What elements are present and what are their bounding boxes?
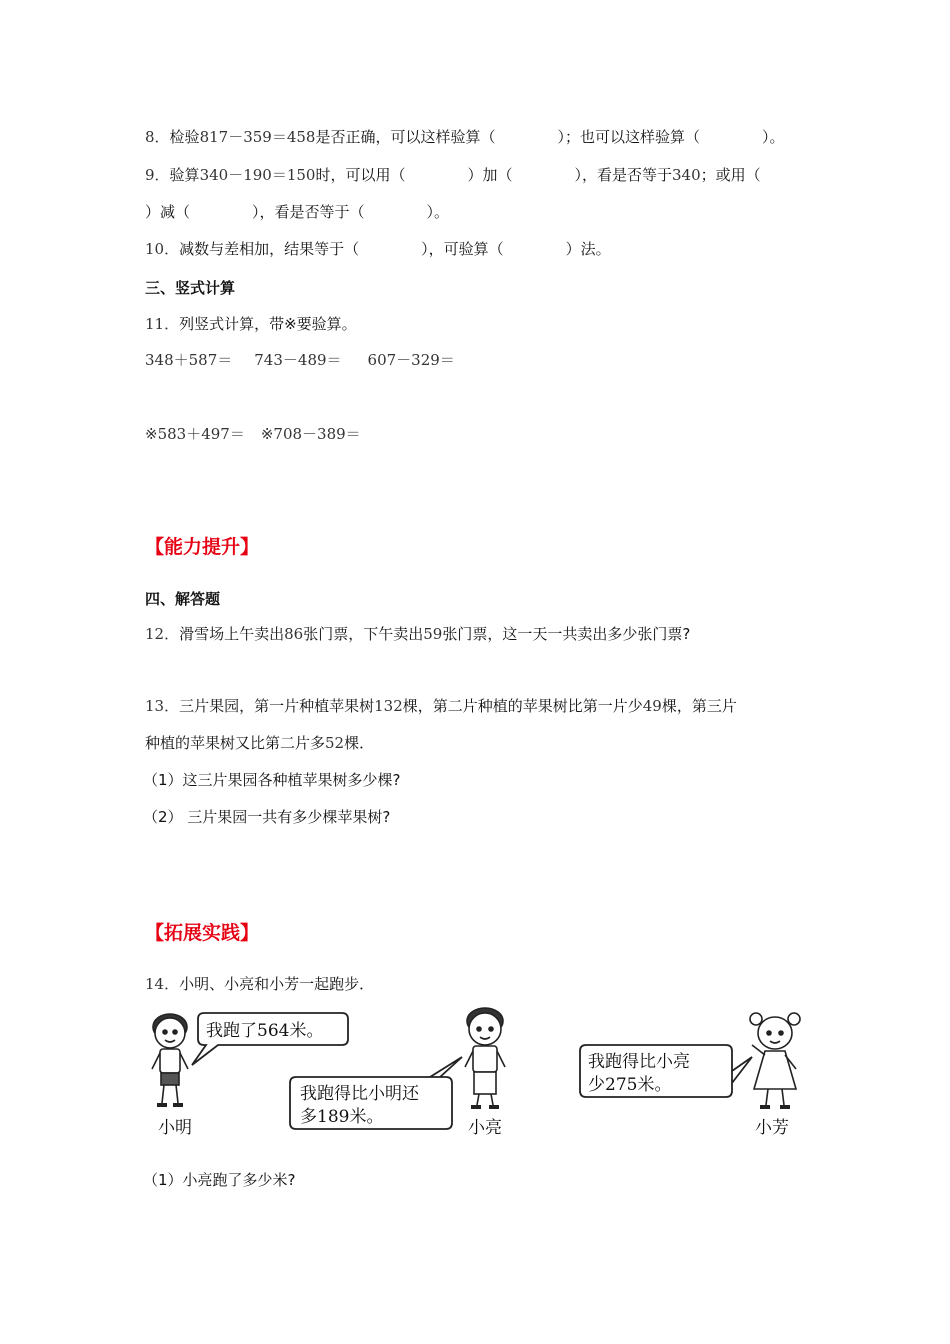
q8-expression: 817－359＝458 <box>199 128 316 146</box>
xiaofang-figure <box>750 1013 800 1107</box>
name-xiaoliang: 小亮 <box>468 1118 502 1138</box>
q13-n3: 52 <box>325 734 345 752</box>
q14-sub-1: （1）小亮跑了多少米? <box>143 1171 296 1189</box>
q13-sub-1: （1）这三片果园各种植苹果树多少棵? <box>143 771 401 789</box>
bubble-3-line-2: 少275米。 <box>588 1075 672 1095</box>
q10-number: 10． <box>145 240 180 258</box>
q11-expr-4: ※583＋497＝ <box>145 425 245 443</box>
q11-expr-3: 607－329＝ <box>367 351 455 369</box>
q12-text-b: 张门票，下午卖出 <box>303 625 424 643</box>
q13-n1: 132 <box>374 697 403 715</box>
q13-sub-2: （2） 三片果园一共有多少棵苹果树? <box>143 808 391 826</box>
expand-heading: 【拓展实践】 <box>145 922 260 944</box>
bubble-3-line-1: 我跑得比小亮 <box>588 1052 690 1072</box>
xiaoliang-figure <box>465 1008 505 1107</box>
ability-heading: 【能力提升】 <box>145 536 260 558</box>
q11-row-1 <box>145 350 455 370</box>
running-illustration <box>140 1005 820 1145</box>
q8-number: 8． <box>145 128 170 146</box>
q12-number: 12． <box>145 625 180 643</box>
q9-text-a: 验算 <box>169 166 200 184</box>
question-11 <box>145 314 357 334</box>
q10-text-b: ），可验算（ <box>421 240 504 258</box>
q13-line2-b: 棵． <box>344 734 375 752</box>
q9-text-e: ；或用（ <box>700 166 761 184</box>
q10-text-a: 减数与差相加，结果等于（ <box>179 240 360 258</box>
question-14 <box>145 974 374 994</box>
q9-line2-c: ）。 <box>426 203 450 221</box>
bubble-1-text: 我跑了564米。 <box>206 1021 324 1041</box>
q9-expression: 340－190＝150 <box>199 166 316 184</box>
q12-text-a: 滑雪场上午卖出 <box>179 625 285 643</box>
name-xiaofang: 小芳 <box>755 1118 789 1138</box>
q13-text-a: 三片果园，第一片种植苹果树 <box>179 697 375 715</box>
section-3-title: 三、竖式计算 <box>145 279 236 297</box>
q13-number: 13． <box>145 697 180 715</box>
q9-text-c: ）加（ <box>467 166 513 184</box>
q11-number: 11． <box>145 315 180 333</box>
q8-text-c: ）；也可以这样验算（ <box>557 128 700 146</box>
q11-row-2 <box>145 424 361 444</box>
bubble-2-line-2: 多189米。 <box>300 1107 384 1127</box>
name-xiaoming: 小明 <box>158 1118 192 1138</box>
q8-text-d: ）。 <box>762 128 785 146</box>
xiaoming-figure <box>152 1014 188 1105</box>
q13-text-b: 棵，第二片种植的苹果树比第一片少 <box>402 697 643 715</box>
q9-text-d: ），看是否等于 <box>574 166 673 184</box>
q13-text-c: 棵，第三片 <box>661 697 737 715</box>
bubble-2-line-1: 我跑得比小明还 <box>300 1084 419 1104</box>
q12-text-c: 张门票，这一天一共卖出多少张门票? <box>442 625 691 643</box>
q11-expr-1: 348＋587＝ <box>145 351 233 369</box>
section-4-title: 四、解答题 <box>145 590 221 608</box>
q9-line2-a: ）减（ <box>145 203 191 221</box>
question-8 <box>145 127 785 147</box>
question-13 <box>145 696 737 716</box>
question-9 <box>145 165 761 185</box>
q13-line2-a: 种植的苹果树又比第二片多 <box>145 734 326 752</box>
question-13-line-2 <box>145 733 374 753</box>
q11-expr-2: 743－489＝ <box>254 351 342 369</box>
q11-expr-5: ※708－389＝ <box>260 425 361 443</box>
q9-number: 9． <box>145 166 170 184</box>
q8-text-a: 检验 <box>169 128 200 146</box>
q9-text-b: 时，可以用（ <box>315 166 406 184</box>
q12-n1: 86 <box>284 625 304 643</box>
q14-text: 小明、小亮和小芳一起跑步． <box>179 975 375 993</box>
question-9-line-2 <box>145 202 449 222</box>
question-10 <box>145 239 611 259</box>
q11-text: 列竖式计算，带※要验算。 <box>179 315 357 333</box>
q14-number: 14． <box>145 975 180 993</box>
question-12 <box>145 624 690 644</box>
q12-n2: 59 <box>423 625 443 643</box>
q10-text-c: ）法。 <box>565 240 611 258</box>
q9-number-340: 340 <box>672 166 701 184</box>
q13-n2: 49 <box>642 697 662 715</box>
q8-text-b: 是否正确，可以这样验算（ <box>315 128 496 146</box>
q9-line2-b: ），看是否等于（ <box>252 203 365 221</box>
